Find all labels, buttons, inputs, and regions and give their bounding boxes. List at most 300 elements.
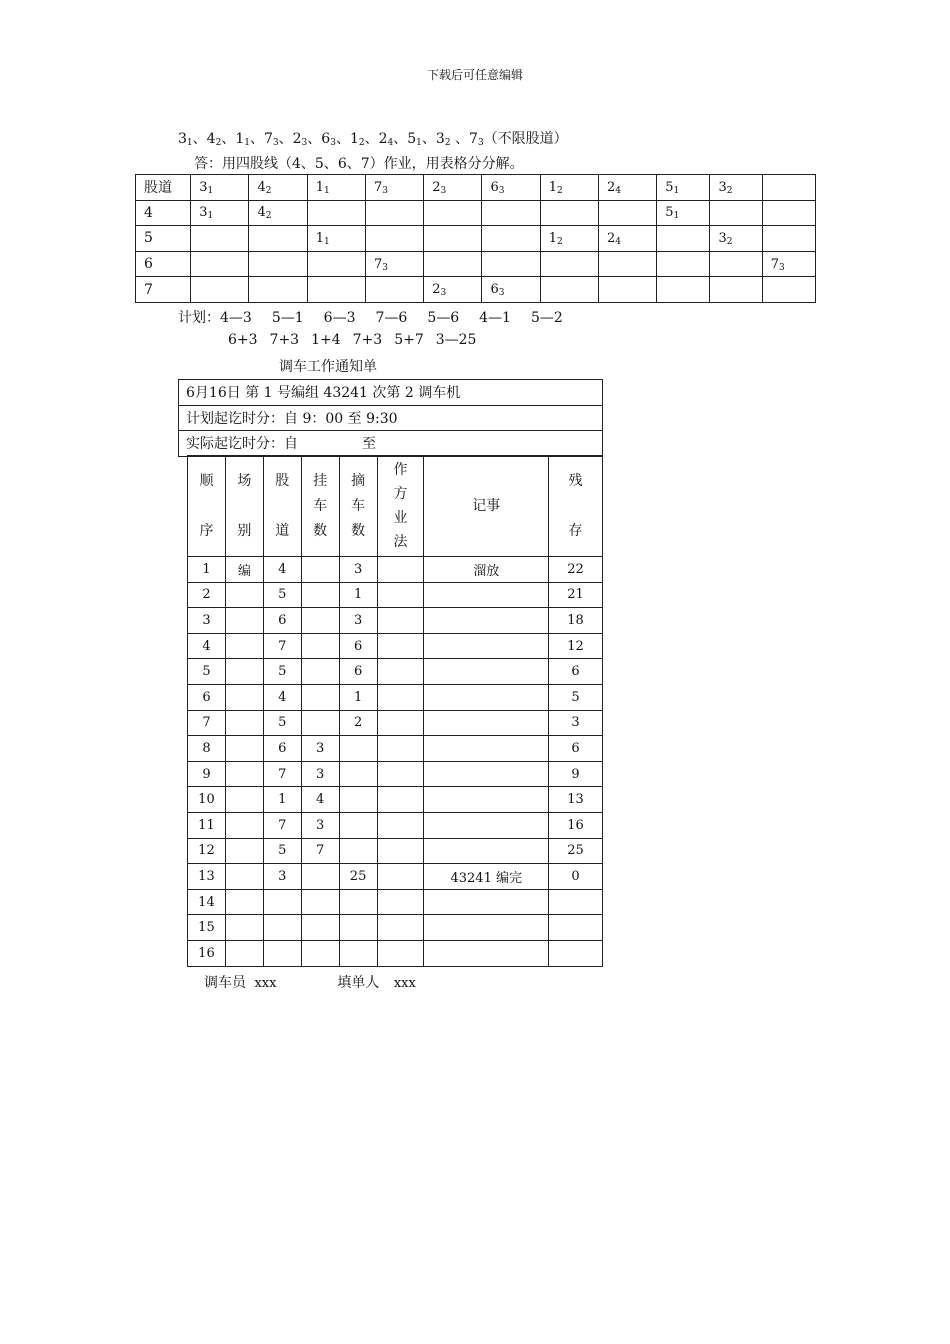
notice-cell-track: 5 [263, 838, 301, 864]
notice-cell-seq: 8 [188, 736, 226, 762]
header-char: 道 [275, 523, 290, 539]
grid-cell [540, 200, 598, 226]
grid-cell [710, 277, 762, 303]
shunting-notice-table [187, 455, 603, 967]
grid-cell [307, 277, 365, 303]
grid-cell [657, 226, 710, 252]
notice-cell-note [424, 736, 549, 762]
grid-cell: $1_2$ [540, 226, 598, 252]
header-char: 方 [393, 486, 408, 502]
notice-cell-method [377, 608, 424, 634]
notice-row [188, 633, 603, 659]
grid-cell [249, 226, 307, 252]
plan-step: 5+7 [394, 332, 424, 348]
notice-info-planned-time: 计划起讫时分：自 9：00 至 9:30 [179, 405, 603, 431]
notice-cell-seq: 11 [188, 812, 226, 838]
notice-cell-remain: 25 [549, 838, 603, 864]
notice-cell-method [377, 812, 424, 838]
plan-step: 1+4 [311, 332, 341, 348]
grid-header-label: 股道 [136, 175, 191, 201]
notice-cell-hook: 3 [301, 761, 339, 787]
grid-cell [249, 277, 307, 303]
grid-cell [482, 226, 540, 252]
subscript: 1 [324, 236, 330, 247]
notice-cell-hook [301, 940, 339, 966]
track-decomposition-table [135, 174, 816, 303]
sequence-item: $2_4$ [378, 131, 394, 148]
grid-cell [598, 251, 656, 277]
subscript: 3 [440, 185, 447, 196]
notice-cell-remain: 6 [549, 659, 603, 685]
header-char: 作 [393, 462, 408, 478]
notice-cell-method [377, 787, 424, 813]
notice-cell-seq: 13 [188, 864, 226, 890]
notice-cell-hook [301, 710, 339, 736]
subscript: 2 [358, 138, 365, 148]
notice-cell-seq: 6 [188, 684, 226, 710]
grid-cell [307, 251, 365, 277]
notice-cell-track: 6 [263, 608, 301, 634]
subscript: 1 [673, 211, 680, 222]
grid-header-cell: $2_3$ [424, 175, 482, 201]
sequence-item: $6_3$ [321, 131, 336, 148]
plan-steps-2 [228, 332, 488, 348]
grid-header-cell: $6_3$ [482, 175, 540, 201]
notice-row [188, 864, 603, 890]
notice-cell-seq: 10 [188, 787, 226, 813]
notice-cell-method [377, 940, 424, 966]
grid-cell: $2_4$ [598, 226, 656, 252]
notice-cell-seq: 1 [188, 557, 226, 583]
plan-line-2 [228, 332, 488, 348]
notice-cell-remain [549, 940, 603, 966]
plan-step: 3—25 [435, 332, 477, 348]
notice-cell-seq: 15 [188, 915, 226, 941]
notice-cell-note [424, 889, 549, 915]
grid-cell [249, 251, 307, 277]
notice-cell-hook [301, 864, 339, 890]
notice-row [188, 684, 603, 710]
subscript: 3 [778, 262, 785, 273]
notice-cell-yard [225, 710, 263, 736]
grid-cell: $5_1$ [657, 200, 710, 226]
notice-cell-remain: 5 [549, 684, 603, 710]
notice-cell-remain: 21 [549, 582, 603, 608]
notice-cell-method [377, 633, 424, 659]
car-sequence-line [178, 128, 568, 148]
sequence-item: $7_3$ [263, 131, 279, 148]
subscript: 3 [272, 138, 279, 148]
sequence-item: $1_2$ [349, 131, 365, 148]
col-header-track [263, 456, 301, 557]
notice-cell-track: 4 [263, 684, 301, 710]
notice-cell-method [377, 582, 424, 608]
grid-track: 7 [136, 277, 191, 303]
header-char: 残 [568, 473, 583, 489]
page-header-note: 下载后可任意编辑 [426, 68, 523, 82]
subscript: 3 [498, 288, 505, 299]
notice-cell-track: 6 [263, 736, 301, 762]
notice-cell-yard [225, 864, 263, 890]
grid-cell [365, 277, 423, 303]
grid-cell [762, 226, 815, 252]
actual-time-to: 至 [362, 436, 376, 453]
grid-cell: $1_1$ [307, 226, 365, 252]
notice-info-date: 6月16日 第 1 号编组 43241 次第 2 调车机 [179, 380, 603, 406]
notice-row [188, 940, 603, 966]
col-header-remain [549, 456, 603, 557]
grid-track: 6 [136, 251, 191, 277]
notice-cell-track [263, 915, 301, 941]
notice-info-table [178, 379, 603, 457]
notice-cell-detach [339, 838, 377, 864]
plan-step: 7+3 [352, 332, 383, 348]
grid-cell [365, 226, 423, 252]
grid-row [136, 251, 816, 277]
notice-cell-method [377, 736, 424, 762]
grid-cell: $6_3$ [482, 277, 540, 303]
notice-cell-remain: 22 [549, 557, 603, 583]
header-char: 场 [237, 473, 252, 489]
col-header-seq [188, 456, 226, 557]
notice-cell-seq: 7 [188, 710, 226, 736]
subscript: 3 [382, 185, 388, 196]
header-char: 存 [568, 523, 583, 539]
notice-cell-note: 43241 编完 [424, 864, 549, 890]
sequence-item: $3_1$ [178, 131, 193, 148]
notice-row [188, 710, 603, 736]
notice-cell-hook: 3 [301, 736, 339, 762]
subscript: 3 [498, 185, 505, 196]
grid-cell: $3_2$ [710, 226, 762, 252]
shunter-name: xxx [254, 976, 277, 991]
subscript: 3 [301, 138, 308, 148]
notice-row [188, 659, 603, 685]
notice-cell-seq: 14 [188, 889, 226, 915]
notice-cell-note [424, 608, 549, 634]
notice-cell-track: 5 [263, 659, 301, 685]
grid-row [136, 200, 816, 226]
subscript: 3 [330, 138, 336, 148]
notice-cell-method [377, 710, 424, 736]
grid-cell [762, 277, 815, 303]
notice-cell-hook [301, 915, 339, 941]
car-sequence: $3_1$、$4_2$、$1_1$、$7_3$、$2_3$、$6_3$、$1_2$、$2_4$、$5_1$、$3_2$ 、$7_3$ [178, 131, 484, 148]
subscript: 4 [615, 236, 621, 247]
grid-cell [424, 226, 482, 252]
actual-time-from: 实际起讫时分：自 [186, 436, 298, 453]
notice-cell-yard [225, 915, 263, 941]
sequence-item: $3_2$ [435, 131, 451, 148]
notice-info-actual-time [179, 431, 603, 457]
subscript: 2 [557, 236, 563, 247]
notice-cell-note [424, 838, 549, 864]
grid-cell: $2_3$ [424, 277, 482, 303]
subscript: 2 [265, 185, 272, 196]
grid-cell [424, 251, 482, 277]
notice-cell-method [377, 659, 424, 685]
grid-cell [710, 200, 762, 226]
notice-cell-method [377, 864, 424, 890]
header-char: 摘 [351, 472, 366, 489]
subscript: 1 [324, 185, 330, 196]
grid-cell [482, 251, 540, 277]
col-header-hook [301, 456, 339, 557]
header-char: 挂 [313, 472, 328, 489]
notice-cell-seq: 12 [188, 838, 226, 864]
notice-cell-hook: 3 [301, 812, 339, 838]
subscript: 1 [207, 185, 214, 196]
grid-cell [540, 251, 598, 277]
notice-cell-remain: 16 [549, 812, 603, 838]
grid-cell [191, 277, 249, 303]
grid-cell [710, 251, 762, 277]
notice-cell-detach [339, 761, 377, 787]
notice-cell-hook [301, 684, 339, 710]
notice-cell-note [424, 812, 549, 838]
notice-cell-hook [301, 557, 339, 583]
notice-cell-seq: 4 [188, 633, 226, 659]
notice-cell-yard [225, 940, 263, 966]
col-header-detach [339, 456, 377, 557]
grid-cell [762, 200, 815, 226]
notice-row [188, 838, 603, 864]
grid-row [136, 226, 816, 252]
notice-cell-track: 5 [263, 582, 301, 608]
notice-cell-track: 4 [263, 557, 301, 583]
notice-cell-remain: 3 [549, 710, 603, 736]
notice-cell-detach: 3 [339, 557, 377, 583]
plan-line-1 [178, 307, 583, 327]
subscript: 2 [265, 211, 272, 222]
subscript: 3 [477, 138, 484, 148]
notice-cell-detach [339, 736, 377, 762]
notice-cell-yard [225, 608, 263, 634]
notice-cell-yard [225, 684, 263, 710]
sequence-item: $2_3$ [292, 131, 308, 148]
subscript: 1 [416, 138, 422, 148]
grid-row [136, 277, 816, 303]
notice-cell-detach: 2 [339, 710, 377, 736]
notice-cell-yard [225, 787, 263, 813]
notice-cell-detach [339, 889, 377, 915]
notice-cell-detach: 6 [339, 633, 377, 659]
subscript: 2 [215, 138, 222, 148]
grid-header-cell: $1_2$ [540, 175, 598, 201]
notice-row [188, 761, 603, 787]
shunter-label: 调车员 [204, 975, 246, 991]
plan-step: 4—3 [220, 310, 252, 326]
plan-step: 5—2 [530, 310, 563, 326]
grid-cell [307, 200, 365, 226]
notice-cell-note [424, 659, 549, 685]
notice-cell-note [424, 915, 549, 941]
notice-cell-seq: 2 [188, 582, 226, 608]
notice-cell-track: 5 [263, 710, 301, 736]
notice-cell-note [424, 582, 549, 608]
notice-cell-detach: 6 [339, 659, 377, 685]
header-char: 法 [393, 534, 408, 550]
plan-steps-1 [220, 310, 583, 326]
notice-cell-track: 3 [263, 864, 301, 890]
notice-cell-method [377, 915, 424, 941]
notice-cell-track: 7 [263, 812, 301, 838]
notice-cell-detach: 25 [339, 864, 377, 890]
grid-cell [365, 200, 423, 226]
notice-cell-remain: 12 [549, 633, 603, 659]
grid-cell: $3_1$ [191, 200, 249, 226]
notice-cell-remain: 13 [549, 787, 603, 813]
notice-cell-yard [225, 582, 263, 608]
grid-cell [598, 277, 656, 303]
grid-header-cell: $1_1$ [307, 175, 365, 201]
grid-header-cell: $5_1$ [657, 175, 710, 201]
notice-cell-hook: 7 [301, 838, 339, 864]
subscript: 1 [186, 138, 193, 148]
notice-cell-method [377, 838, 424, 864]
header-char: 顺 [199, 473, 214, 489]
notice-cell-remain: 18 [549, 608, 603, 634]
notice-cell-detach [339, 787, 377, 813]
col-header-method [377, 456, 424, 557]
notice-row [188, 736, 603, 762]
header-char: 数 [351, 522, 366, 539]
plan-step: 6+3 [228, 332, 258, 348]
subscript: 2 [726, 236, 733, 247]
header-char: 车 [351, 497, 366, 514]
header-char: 车 [313, 497, 328, 514]
notice-cell-hook: 4 [301, 787, 339, 813]
header-char: 股 [275, 473, 290, 489]
plan-step: 5—1 [271, 310, 304, 326]
grid-header-cell: $4_2$ [249, 175, 307, 201]
subscript: 2 [557, 185, 563, 196]
answer-line: 答：用四股线（4、5、6、7）作业，用表格分分解。 [194, 156, 524, 172]
notice-cell-track [263, 889, 301, 915]
subscript: 3 [440, 288, 447, 299]
header-char: 业 [393, 510, 408, 526]
notice-cell-detach [339, 940, 377, 966]
grid-header-cell: $2_4$ [598, 175, 656, 201]
subscript: 2 [444, 138, 451, 148]
sequence-item: $4_2$ [206, 131, 222, 148]
notice-cell-hook [301, 608, 339, 634]
grid-track: 4 [136, 200, 191, 226]
notice-row [188, 582, 603, 608]
notice-cell-track: 7 [263, 761, 301, 787]
notice-cell-detach [339, 812, 377, 838]
notice-cell-detach: 1 [339, 684, 377, 710]
sequence-suffix: （不限股道） [483, 131, 568, 147]
grid-cell [424, 200, 482, 226]
notice-cell-hook [301, 582, 339, 608]
notice-cell-yard [225, 812, 263, 838]
notice-cell-yard: 编 [225, 557, 263, 583]
notice-cell-note [424, 940, 549, 966]
subscript: 3 [382, 262, 388, 273]
notice-cell-note: 溜放 [424, 557, 549, 583]
grid-cell [191, 251, 249, 277]
notice-row [188, 812, 603, 838]
notice-cell-track: 7 [263, 633, 301, 659]
grid-cell [657, 277, 710, 303]
grid-cell [191, 226, 249, 252]
grid-header-cell: $3_1$ [191, 175, 249, 201]
header-char: 序 [199, 523, 214, 539]
notice-cell-note [424, 761, 549, 787]
plan-step: 7—6 [375, 310, 408, 326]
grid-header-cell: $3_2$ [710, 175, 762, 201]
grid-cell: $4_2$ [249, 200, 307, 226]
notice-cell-track: 1 [263, 787, 301, 813]
grid-cell [482, 200, 540, 226]
notice-cell-detach: 3 [339, 608, 377, 634]
notice-cell-seq: 3 [188, 608, 226, 634]
col-header-yard [225, 456, 263, 557]
notice-cell-yard [225, 889, 263, 915]
plan-step: 6—3 [323, 310, 356, 326]
subscript: 1 [244, 138, 250, 148]
plan-step: 4—1 [479, 310, 511, 326]
notice-row [188, 787, 603, 813]
plan-step: 5—6 [427, 310, 460, 326]
grid-cell [598, 200, 656, 226]
notice-row [188, 889, 603, 915]
notice-cell-yard [225, 736, 263, 762]
plan-step: 7+3 [269, 332, 300, 348]
notice-cell-seq: 9 [188, 761, 226, 787]
notice-cell-remain: 6 [549, 736, 603, 762]
notice-cell-seq: 16 [188, 940, 226, 966]
notice-cell-note [424, 710, 549, 736]
notice-cell-remain [549, 915, 603, 941]
notice-cell-seq: 5 [188, 659, 226, 685]
subscript: 1 [673, 185, 680, 196]
filler-label: 填单人 [337, 975, 380, 991]
subscript: 4 [387, 138, 394, 148]
notice-title: 调车工作通知单 [279, 359, 377, 375]
notice-cell-note [424, 787, 549, 813]
notice-cell-yard [225, 633, 263, 659]
sequence-item: $1_1$ [235, 131, 250, 148]
notice-cell-method [377, 761, 424, 787]
grid-cell: $7_3$ [762, 251, 815, 277]
notice-cell-method [377, 889, 424, 915]
plan-label: 计划： [178, 310, 220, 326]
subscript: 4 [615, 185, 621, 196]
sequence-item: $7_3$ [469, 131, 484, 148]
header-char: 数 [313, 522, 328, 539]
notice-cell-note [424, 684, 549, 710]
notice-cell-remain: 9 [549, 761, 603, 787]
notice-cell-remain: 0 [549, 864, 603, 890]
sequence-item: $5_1$ [407, 131, 422, 148]
notice-cell-track [263, 940, 301, 966]
notice-cell-detach: 1 [339, 582, 377, 608]
notice-cell-remain [549, 889, 603, 915]
filler-name: xxx [393, 976, 416, 991]
notice-cell-method [377, 557, 424, 583]
notice-row [188, 608, 603, 634]
notice-cell-note [424, 633, 549, 659]
grid-header-cell [762, 175, 815, 201]
notice-cell-yard [225, 761, 263, 787]
notice-cell-hook [301, 633, 339, 659]
subscript: 1 [207, 211, 214, 222]
notice-cell-yard [225, 659, 263, 685]
grid-track: 5 [136, 226, 191, 252]
notice-row [188, 915, 603, 941]
